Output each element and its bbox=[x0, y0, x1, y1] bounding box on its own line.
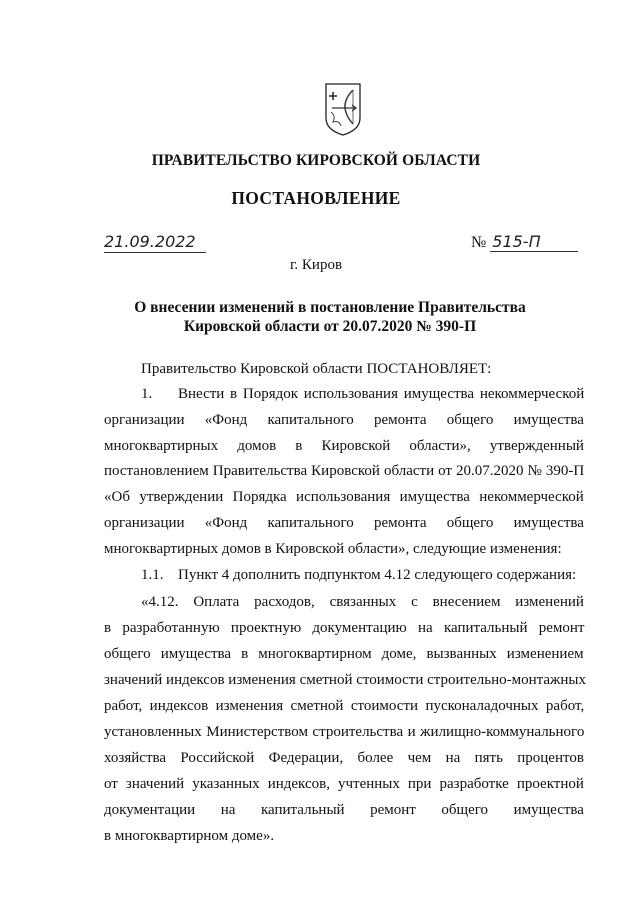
document-number: 515-П bbox=[490, 232, 578, 252]
title-line: О внесении изменений в постановление Правительства bbox=[134, 299, 526, 316]
document-date: 21.09.2022 bbox=[104, 232, 206, 253]
word: изменений bbox=[515, 594, 584, 610]
item-number: 1. bbox=[141, 386, 153, 402]
body-line bbox=[104, 670, 587, 690]
text-segment: от значений указанных индексов, учтенных при разработке проектной bbox=[104, 776, 584, 792]
word: имущества bbox=[513, 515, 584, 531]
word: многоквартирных bbox=[104, 438, 219, 454]
text-segment: Внести в Порядок использования имущества некоммерческой bbox=[178, 386, 585, 402]
word: пять bbox=[474, 750, 503, 766]
document-title bbox=[110, 298, 550, 336]
word: с bbox=[411, 594, 418, 610]
body-line bbox=[104, 696, 584, 716]
body-line bbox=[104, 618, 584, 638]
title-line: Кировской области от 20.07.2020 № 390-П bbox=[183, 318, 477, 335]
body-line bbox=[104, 800, 584, 820]
word: ремонта bbox=[373, 412, 427, 428]
kirov-coat-of-arms-icon bbox=[323, 82, 363, 136]
word: ремонта bbox=[373, 515, 427, 531]
word: расходов, bbox=[254, 594, 315, 610]
body-line bbox=[104, 461, 584, 481]
word: домов bbox=[237, 438, 277, 454]
word: капитальный bbox=[260, 802, 345, 818]
body-line bbox=[104, 436, 584, 456]
word: имущества bbox=[513, 802, 584, 818]
body-line bbox=[104, 513, 584, 533]
word: имущества bbox=[513, 412, 584, 428]
body-line bbox=[104, 774, 584, 794]
word: общего bbox=[446, 412, 494, 428]
body-line bbox=[104, 722, 584, 742]
body-line bbox=[141, 592, 584, 612]
item-number: 1.1. bbox=[141, 567, 164, 583]
word: процентов bbox=[517, 750, 584, 766]
word: в bbox=[295, 438, 303, 454]
word: «4.12. bbox=[141, 594, 179, 610]
body-line: многоквартирных домов в Кировской области», следующие изменения: bbox=[104, 541, 562, 557]
body-line bbox=[104, 487, 584, 507]
word: общего bbox=[446, 515, 494, 531]
number-sign: № bbox=[471, 234, 487, 251]
word: внесением bbox=[432, 594, 501, 610]
word: на bbox=[220, 802, 236, 818]
body-line bbox=[178, 384, 584, 404]
word: хозяйства bbox=[104, 750, 167, 766]
preamble: Правительство Кировской области ПОСТАНОВЛЯЕТ: bbox=[141, 361, 492, 377]
text-segment: «Об утверждении Порядка использования имущества некоммерческой bbox=[104, 489, 584, 505]
word: Кировской bbox=[321, 438, 391, 454]
word: «Фонд bbox=[204, 412, 248, 428]
word: на bbox=[445, 750, 461, 766]
word: ремонт bbox=[370, 802, 416, 818]
word: «Фонд bbox=[204, 515, 248, 531]
document-type: ПОСТАНОВЛЕНИЕ bbox=[231, 188, 401, 208]
issuer-name: ПРАВИТЕЛЬСТВО КИРОВСКОЙ ОБЛАСТИ bbox=[151, 152, 481, 169]
city: г. Киров bbox=[289, 257, 343, 273]
body-line: Пункт 4 дополнить подпунктом 4.12 следующего содержания: bbox=[178, 567, 577, 583]
word: организации bbox=[104, 515, 185, 531]
word: связанных bbox=[329, 594, 397, 610]
text-segment: общего имущества в многоквартирном доме, вызванных изменением bbox=[104, 646, 584, 662]
word: чем bbox=[407, 750, 432, 766]
word: документации bbox=[104, 802, 196, 818]
text-segment: значений индексов изменения сметной стоимости строительно-монтажных bbox=[104, 672, 587, 688]
body-line bbox=[104, 748, 584, 768]
text-segment: установленных Министерством строительства и жилищно-коммунального bbox=[104, 724, 585, 740]
word: более bbox=[357, 750, 394, 766]
body-line: в многоквартирном доме». bbox=[104, 828, 275, 844]
text-segment: постановлением Правительства Кировской области от 20.07.2020 № 390-П bbox=[104, 463, 585, 479]
word: Российской bbox=[180, 750, 255, 766]
document-number-field bbox=[471, 232, 584, 252]
word: Федерации, bbox=[268, 750, 344, 766]
word: капитального bbox=[267, 515, 354, 531]
word: области», bbox=[409, 438, 471, 454]
body-line bbox=[104, 410, 584, 430]
word: организации bbox=[104, 412, 185, 428]
text-segment: в разработанную проектную документацию на капитальный ремонт bbox=[104, 620, 585, 636]
word: утвержденный bbox=[489, 438, 584, 454]
word: капитального bbox=[267, 412, 354, 428]
body-line bbox=[104, 644, 584, 664]
word: общего bbox=[441, 802, 489, 818]
text-segment: работ, индексов изменения сметной стоимости пусконаладочных работ, bbox=[104, 698, 585, 714]
word: Оплата bbox=[193, 594, 240, 610]
